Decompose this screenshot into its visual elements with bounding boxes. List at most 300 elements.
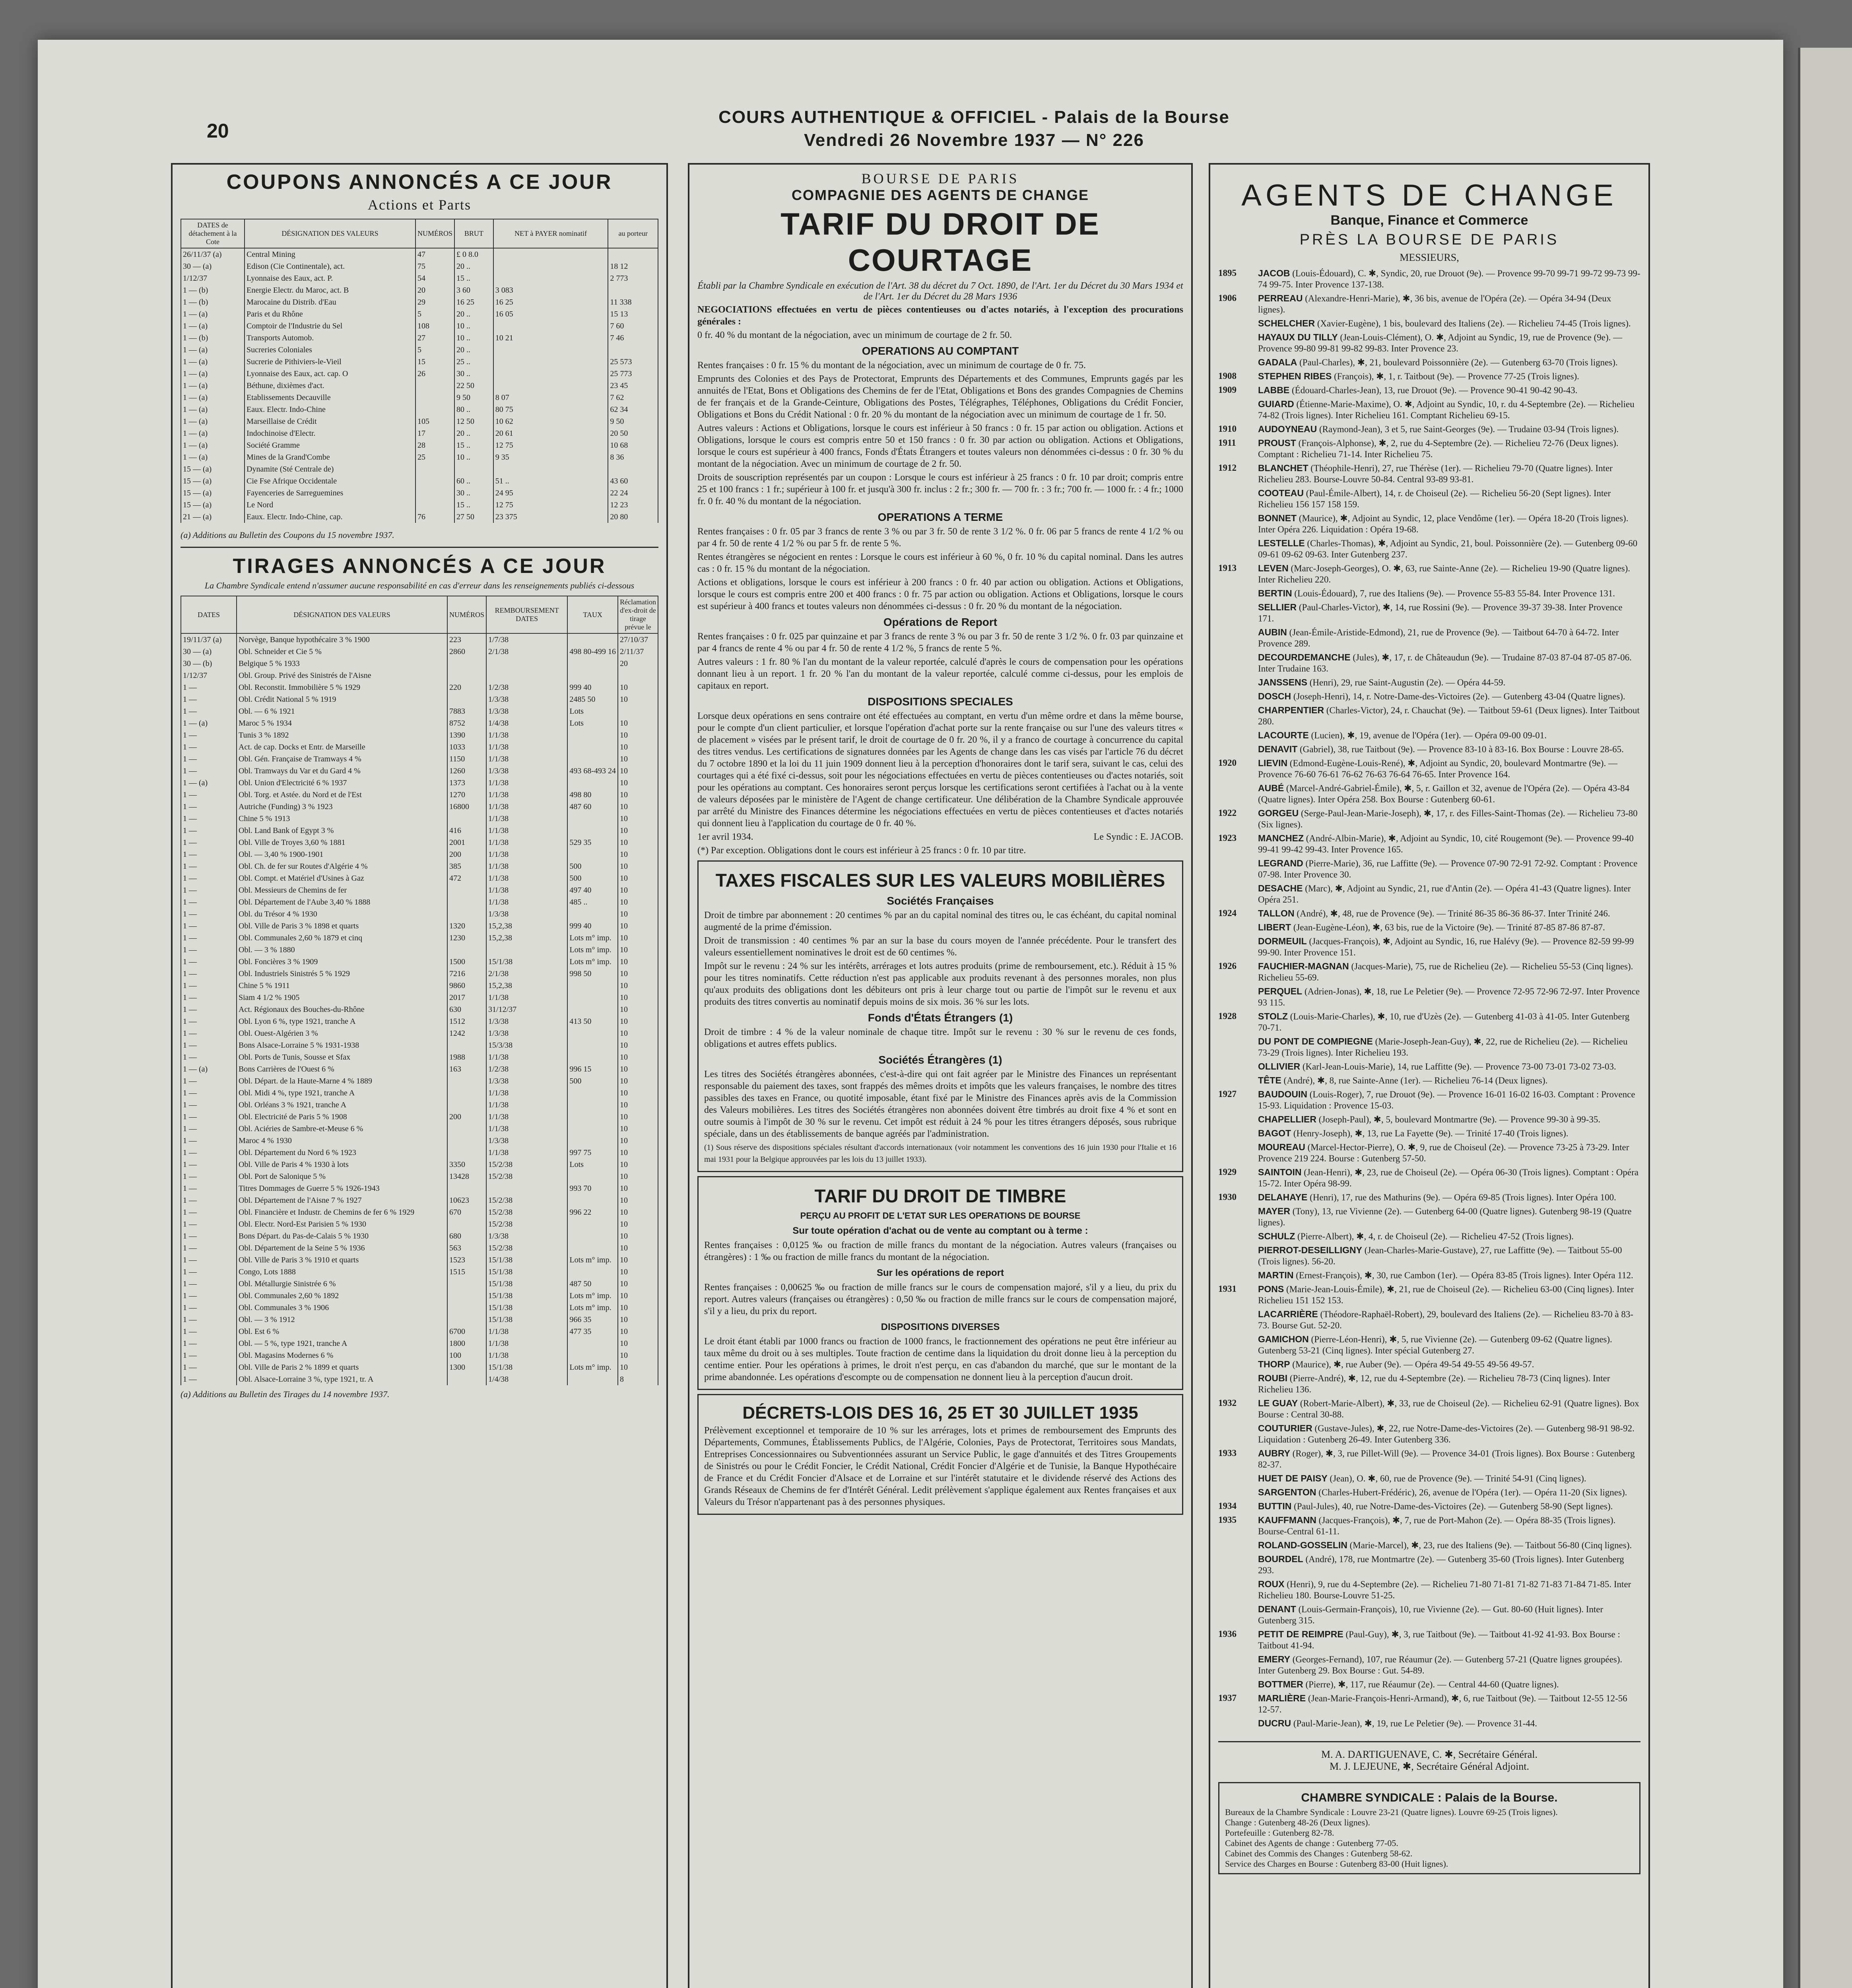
tirage-row <box>181 729 658 741</box>
tirage-row-cell: 2/1/38 <box>486 968 567 980</box>
tirage-row-cell <box>447 896 486 908</box>
tirage-row <box>181 1171 658 1182</box>
tirage-row-cell: 3350 <box>447 1159 486 1171</box>
tirage-row-cell: 1 — <box>181 789 237 801</box>
tirage-row <box>181 1373 658 1385</box>
chambre-line: Service des Charges en Bourse : Gutenberg 83-00 (Huit lignes). <box>1225 1859 1448 1869</box>
coupon-row-cell: 1 — (a) <box>181 404 245 415</box>
agent-entry <box>1218 1604 1640 1626</box>
tirage-row-cell: 10 <box>618 1063 658 1075</box>
agent-entry <box>1218 1359 1640 1370</box>
tirage-row-cell: Obl. Est 6 % <box>237 1326 447 1338</box>
tirage-row-cell: 500 <box>567 1075 618 1087</box>
tirage-row-cell: Obl. Communales 2,60 % 1879 et cinq <box>237 932 447 944</box>
coupon-row-cell: Eaux. Electr. Indo-Chine, cap. <box>245 511 415 523</box>
agent-info: (Marie-Marcel), ✱, 23, rue des Italiens (9e). — Taitbout 56-80 (Cinq lignes). <box>1349 1540 1632 1550</box>
tirage-row-cell: 1/1/38 <box>486 741 567 753</box>
agent-info: (Xavier-Eugène), 1 bis, boulevard des Italiens (2e). — Richelieu 74-45 (Trois lignes). <box>1317 318 1631 328</box>
tirage-row-cell: 477 35 <box>567 1326 618 1338</box>
tirage-row-cell: Obl. Electr. Nord-Est Parisien 5 % 1930 <box>237 1218 447 1230</box>
coupon-row-cell: 5 <box>415 344 454 356</box>
tirage-row-cell: Lots m° imp. <box>567 1254 618 1266</box>
tirage-row-cell: 15,2,38 <box>486 980 567 992</box>
agent-year: 1933 <box>1218 1448 1237 1458</box>
coupon-row-cell: 15 — (a) <box>181 475 245 487</box>
tirage-row <box>181 968 658 980</box>
tirage-row-cell: 498 80 <box>567 789 618 801</box>
agent-name: ROLAND-GOSSELIN <box>1258 1540 1347 1550</box>
tirage-row-cell: Lots <box>567 1159 618 1171</box>
tirage-row <box>181 1194 658 1206</box>
tirage-row <box>181 860 658 872</box>
tirage-row-cell <box>447 1278 486 1290</box>
report-title: Opérations de Report <box>883 616 998 628</box>
tirage-row <box>181 753 658 765</box>
agent-info: (Théophile-Henri), 27, rue Thérèse (1er). — Richelieu 79-70 (Quatre lignes). Inter Richelieu 283. Bourse-Louvre 50-84. Central 93-89 93-81. <box>1258 463 1613 484</box>
tirage-row-cell: 10 <box>618 693 658 705</box>
coupon-row-cell: 108 <box>415 320 454 332</box>
agent-name: MARTIN <box>1258 1270 1294 1280</box>
tirage-row-cell <box>567 658 618 670</box>
agent-entry <box>1218 538 1640 560</box>
coupon-row-cell: 24 95 <box>493 487 608 499</box>
tirage-row-cell: Lots <box>567 705 618 717</box>
tirage-row-cell: Lots m° imp. <box>567 956 618 968</box>
tirage-row-cell: 10 <box>618 1361 658 1373</box>
agent-info: (Lucien), ✱, 19, avenue de l'Opéra (1er). — Opéra 09-00 09-01. <box>1311 730 1547 740</box>
tirage-row-cell: 1515 <box>447 1266 486 1278</box>
tirages-title: TIRAGES ANNONCÉS A CE JOUR <box>233 555 606 578</box>
tirage-row-cell: 1/1/38 <box>486 1099 567 1111</box>
negociations-line: 0 fr. 40 % du montant de la négociation, avec un minimum de courtage de 2 fr. 50. <box>697 330 1012 340</box>
tirage-row-cell: 7883 <box>447 705 486 717</box>
tirage-row-cell: 10623 <box>447 1194 486 1206</box>
coupon-row-cell: 21 — (a) <box>181 511 245 523</box>
tirage-row-cell: 1 — <box>181 932 237 944</box>
tirage-row-cell: 8 <box>618 1373 658 1385</box>
coupon-row-cell: Fayenceries de Sarreguemines <box>245 487 415 499</box>
coupon-row-cell: Marocaine du Distrib. d'Eau <box>245 296 415 308</box>
comptant-text: Rentes françaises : 0 fr. 15 % du montant de la négociation, avec un minimum de courtage de 0 fr. 75. <box>697 360 1086 371</box>
agent-entry <box>1218 293 1640 315</box>
tirage-row-cell: 1 — <box>181 1087 237 1099</box>
coupons-table <box>181 219 658 523</box>
agent-info: (Jacques-François), ✱, Adjoint au Syndic, 16, rue Halévy (9e). — Provence 82-59 99-99 99-90. Inter Provence 151. <box>1258 936 1634 957</box>
coupon-row-cell: 1 — (a) <box>181 344 245 356</box>
coupon-row-cell: 3 083 <box>493 284 608 296</box>
tirage-row-cell: 1 — <box>181 1361 237 1373</box>
coupon-row-cell: Dynamite (Sté Centrale de) <box>245 463 415 475</box>
tirage-row-cell: 529 35 <box>567 837 618 848</box>
agent-entry <box>1218 1718 1640 1729</box>
agent-info: (Henri), 9, rue du 4-Septembre (2e). — Richelieu 71-80 71-81 71-82 71-83 71-84 71-85. Inter Richelieu 180. Bourse-Louvre 51-25. <box>1258 1579 1631 1600</box>
tirage-row-cell <box>486 944 567 956</box>
agent-name: STOLZ <box>1258 1011 1288 1021</box>
agent-info: (Robert-Marie-Albert), ✱, 33, rue de Choiseul (2e). — Richelieu 62-91 (Quatre lignes). Box Bourse : Central 30-88. <box>1258 1398 1639 1419</box>
tirage-row-cell: 10 <box>618 1326 658 1338</box>
coupon-row-cell: 30 .. <box>454 368 493 380</box>
tirage-row <box>181 920 658 932</box>
tirage-row-cell: 223 <box>447 633 486 646</box>
tirage-row-cell: 1320 <box>447 920 486 932</box>
agent-info: (Paul-Marie-Jean), ✱, 19, rue Le Peletier (9e). — Provence 31-44. <box>1293 1718 1538 1728</box>
tirage-row-cell <box>447 813 486 825</box>
coupon-row-cell <box>493 260 608 272</box>
coupon-row-cell: 8 07 <box>493 392 608 404</box>
agent-entry <box>1218 936 1640 958</box>
coupon-row-cell: 20 .. <box>454 308 493 320</box>
tirage-row-cell: 30 — (b) <box>181 658 237 670</box>
tirage-row-cell: 10 <box>618 789 658 801</box>
tirage-row-cell <box>447 693 486 705</box>
agent-name: COOTEAU <box>1258 488 1304 498</box>
tirage-row-cell: Obl. Ville de Troyes 3,60 % 1881 <box>237 837 447 848</box>
agent-entry <box>1218 332 1640 354</box>
coupon-row-cell <box>415 487 454 499</box>
tirage-row-cell <box>567 633 618 646</box>
agent-name: PIERROT-DESEILLIGNY <box>1258 1245 1362 1255</box>
tirage-row-cell: 7216 <box>447 968 486 980</box>
masthead-date: Vendredi 26 Novembre 1937 — N° 226 <box>804 130 1144 150</box>
agent-name: BAUDOUIN <box>1258 1089 1307 1099</box>
tirage-row-cell: 1/1/38 <box>486 753 567 765</box>
agent-info: (Paul-Guy), ✱, 3, rue Taitbout (9e). — Taitbout 41-92 41-93. Box Bourse : Taitbout 41-94. <box>1258 1629 1620 1650</box>
timbre-s1-title: Sur toute opération d'achat ou de vente au comptant ou à terme : <box>792 1225 1088 1236</box>
agent-name: HAYAUX DU TILLY <box>1258 332 1338 342</box>
agent-name: AUBÉ <box>1258 783 1284 793</box>
coupon-row-cell: 20 <box>415 284 454 296</box>
tirages-header: DÉSIGNATION DES VALEURS <box>237 596 447 633</box>
agent-entry <box>1218 1487 1640 1498</box>
tirage-row <box>181 1099 658 1111</box>
agent-info: (Louis-Marie-Charles), ✱, 10, rue d'Uzès (2e). — Gutenberg 41-03 à 41-05. Inter Gutenberg 70-71. <box>1258 1011 1630 1033</box>
courtage-intro: Établi par la Chambre Syndicale en exécution de l'Art. 38 du décret du 7 Oct. 1890, de l'Art. 1er du Décret du 30 Mars 1934 et de l'Art. 1er du Décret du 28 Mars 1936 <box>697 281 1183 302</box>
coupon-row-cell: 1 — (a) <box>181 320 245 332</box>
coupons-body <box>181 248 658 523</box>
agent-name: SARGENTON <box>1258 1487 1316 1497</box>
coupon-row-cell: 27 <box>415 332 454 344</box>
tirage-row-cell: 413 50 <box>567 1015 618 1027</box>
tirage-row-cell: 1 — <box>181 848 237 860</box>
tirage-row-cell <box>447 1182 486 1194</box>
agent-info: (Ernest-François), ✱, 30, rue Cambon (1er). — Opéra 83-85 (Trois lignes). Inter Opéra 112. <box>1296 1270 1633 1280</box>
coupon-row <box>181 380 658 392</box>
coupon-row-cell: 1 — (a) <box>181 308 245 320</box>
agent-info: (Édouard-Charles-Jean), 13, rue Drouot (9e). — Provence 90-41 90-42 90-43. <box>1291 385 1578 395</box>
coupon-row-cell <box>415 475 454 487</box>
agent-info: (Joseph-Paul), ✱, 5, boulevard Montmartre (9e). — Provence 99-30 à 99-35. <box>1318 1114 1601 1124</box>
coupons-header: BRUT <box>454 219 493 248</box>
coupon-row <box>181 511 658 523</box>
tirage-row-cell <box>447 1075 486 1087</box>
right-column <box>1209 163 1650 1988</box>
decrets-text: Prélèvement exceptionnel et temporaire de 10 % sur les arrérages, lots et primes de remboursement des Emprunts des Départements, Communes, Établissements Publics, de l'Algérie, Colonies, Pays de Protectorat, Territoires sous Mandats, Entreprises Concessionnaires ou Subventionnées assurant un Service Public, le gage d'annuités et des Titres Groupements de Sinistrés ou pour le Crédit Foncier, le Crédit National, Crédit Foncier d'Algérie et de Tunisie, la Banque Hypothécaire de France et du Crédit Foncier d'Alsace et de Lorraine et sur l'intérêt statutaire et le dividende réservé des Actions des Grands Réseaux de Chemins de fer d'Intérêt Général. Ledit prélèvement s'applique également aux Rentes françaises et aux Valeurs du Trésor n'appartenant pas à des personnes physiques. <box>704 1425 1176 1507</box>
tirage-row-cell: 1 — <box>181 813 237 825</box>
agent-entry <box>1218 1578 1640 1601</box>
agent-info: (Georges-Fernand), 107, rue Réaumur (2e). — Gutenberg 57-21 (Quatre lignes groupées). Inter Gutenberg 29. Box Bourse : Gut. 54-89. <box>1258 1654 1623 1675</box>
tirage-row-cell <box>486 1182 567 1194</box>
tirage-row-cell: Bons Carrières de l'Ouest 6 % <box>237 1063 447 1075</box>
agent-year: 1895 <box>1218 268 1237 278</box>
divider <box>181 547 658 548</box>
agent-info: (Paul-Jules), 40, rue Notre-Dame-des-Victoires (2e). — Gutenberg 58-90 (Sept lignes). <box>1294 1501 1613 1511</box>
agent-info: (Raymond-Jean), 3 et 5, rue Saint-Georges (9e). — Trudaine 03-94 (Trois lignes). <box>1319 424 1619 434</box>
taxes-text: Droit de timbre par abonnement : 20 centimes % par an du capital nominal des titres ou, le cas échéant, du capital nominal augmenté de la prime d'émission. <box>704 910 1176 932</box>
tirage-row-cell: Obl. — 3 % 1912 <box>237 1314 447 1326</box>
coupon-row-cell: 29 <box>415 296 454 308</box>
tirage-row-cell: 1/3/38 <box>486 1015 567 1027</box>
tirage-row-cell: Obl. Industriels Sinistrés 5 % 1929 <box>237 968 447 980</box>
coupon-row-cell: 1 — (a) <box>181 368 245 380</box>
coupons-header: DÉSIGNATION DES VALEURS <box>245 219 415 248</box>
agent-name: GADALA <box>1258 357 1297 367</box>
tirage-row-cell: Obl. Financière et Industr. de Chemins de fer 6 % 1929 <box>237 1206 447 1218</box>
coupon-row-cell: Etablissements Decauville <box>245 392 415 404</box>
tirage-row-cell: 1 — <box>181 992 237 1004</box>
coupon-row-cell: Marseillaise de Crédit <box>245 415 415 427</box>
tirage-row-cell: 996 22 <box>567 1206 618 1218</box>
coupon-row-cell: 25 .. <box>454 356 493 368</box>
agent-name: LEVEN <box>1258 563 1289 573</box>
tirage-row-cell: Obl. Communales 3 % 1906 <box>237 1302 447 1314</box>
agent-name: AUDOYNEAU <box>1258 424 1317 434</box>
coupon-row-cell: 20 61 <box>493 427 608 439</box>
agent-year: 1913 <box>1218 563 1237 573</box>
courtage-date: 1er avril 1934. <box>697 832 753 842</box>
tirage-row-cell: 10 <box>618 753 658 765</box>
agent-entry <box>1218 808 1640 830</box>
tirage-row-cell: 1 — <box>181 1230 237 1242</box>
tirage-row-cell: 1 — <box>181 896 237 908</box>
bourse-heading: BOURSE DE PARIS <box>861 171 1019 186</box>
tirage-row-cell: 10 <box>618 908 658 920</box>
tirage-row-cell: 220 <box>447 681 486 693</box>
coupon-row-cell: 1 — (a) <box>181 451 245 463</box>
agent-entry <box>1218 318 1640 329</box>
coupon-row-cell: 15 <box>415 356 454 368</box>
tirage-row-cell: 1/1/38 <box>486 860 567 872</box>
coupon-row-cell: 16 05 <box>493 308 608 320</box>
tirage-row-cell <box>447 1087 486 1099</box>
tirage-row <box>181 765 658 777</box>
tirage-row-cell: 680 <box>447 1230 486 1242</box>
tirage-row-cell: 1 — <box>181 1266 237 1278</box>
tirage-row-cell: 1260 <box>447 765 486 777</box>
tirage-row-cell: 10 <box>618 1349 658 1361</box>
terme-text: Rentes étrangères se négocient en rentes : Lorsque le cours est inférieur à 60 %, 0 fr. 10 % du capital nominal. Dans les autres cas : 0 fr. 15 % du montant de la négociation. <box>697 552 1183 574</box>
coupons-header: NUMÉROS <box>415 219 454 248</box>
agent-name: HUET DE PAISY <box>1258 1473 1328 1483</box>
agent-entry <box>1218 1654 1640 1676</box>
coupon-row-cell: 15 .. <box>454 439 493 451</box>
coupons-header: au porteur <box>608 219 658 248</box>
agent-entry <box>1218 1270 1640 1281</box>
tirage-row-cell: 1/3/38 <box>486 693 567 705</box>
coupon-row-cell: 7 62 <box>608 392 658 404</box>
tirage-row-cell: 10 <box>618 944 658 956</box>
tirage-row-cell: 27/10/37 <box>618 633 658 646</box>
agent-info: (Henri), 17, rue des Mathurins (9e). — Opéra 69-85 (Trois lignes). Inter Opéra 100. <box>1310 1192 1616 1202</box>
agent-name: ROUBI <box>1258 1373 1288 1383</box>
terme-text: Rentes françaises : 0 fr. 05 par 3 francs de rente 3 % ou par 3 fr. 50 de rente 3 1/2 %. 0 fr. 06 par 5 francs de rente 4 1/2 % ou par 4 fr. 50 de rente 4 1/2 % ou par 5 fr. de rente 5 %. <box>697 526 1183 549</box>
agent-entry <box>1218 1629 1640 1651</box>
tirage-row <box>181 825 658 837</box>
tirage-row-cell: Obl. Ville de Paris 3 % 1910 et quarts <box>237 1254 447 1266</box>
tirage-row-cell: 1 — <box>181 1302 237 1314</box>
tirage-row-cell: 1/1/38 <box>486 1338 567 1349</box>
tirage-row-cell: 1 — <box>181 1171 237 1182</box>
tirage-row-cell: Obl. — 3,40 % 1900-1901 <box>237 848 447 860</box>
coupon-row-cell: 20 80 <box>608 511 658 523</box>
tirage-row-cell: 16800 <box>447 801 486 813</box>
tirages-body <box>181 633 658 1385</box>
agent-name: MARLIÈRE <box>1258 1693 1306 1703</box>
coupon-row-cell: 12 75 <box>493 499 608 511</box>
tirage-row-cell: Obl. Foncières 3 % 1909 <box>237 956 447 968</box>
tirage-row-cell <box>567 1171 618 1182</box>
tirage-row-cell: Obl. Lyon 6 %, type 1921, tranche A <box>237 1015 447 1027</box>
fonds-etats-title: Fonds d'États Étrangers (1) <box>868 1011 1013 1024</box>
tirage-row-cell: 19/11/37 (a) <box>181 633 237 646</box>
coupon-row-cell: 1 — (a) <box>181 415 245 427</box>
agents-messieurs: MESSIEURS, <box>1400 252 1459 263</box>
taxes-text: Impôt sur le revenu : 24 % sur les intérêts, arrérages et lots autres produits (prime de remboursement, etc.). Réduit à 15 % pour les titres nominatifs. Cette réduction n'est pas applicable aux produits revenant à des personnes morales, non plus qu'aux produits des obligations dont les débiteurs ont pris à leur charge tout ou partie de l'impôt sur le revenu et aux produits des titres convertis au nominatif depuis moins de six mois. 36 % sur les lots. <box>704 961 1176 1007</box>
tirage-row-cell: 2001 <box>447 837 486 848</box>
tirage-row-cell: Obl. Département du Nord 6 % 1923 <box>237 1147 447 1159</box>
tirage-row-cell: 500 <box>567 872 618 884</box>
agent-year: 1932 <box>1218 1398 1237 1408</box>
timbre-text: Rentes françaises : 0,0125 ‰ ou fraction de mille francs du montant de la négociation. Autres valeurs (françaises ou étrangères) : 1 ‰ ou fraction de mille francs du montant de la négociation. <box>704 1240 1176 1262</box>
coupon-row-cell: 1 — (a) <box>181 392 245 404</box>
agent-entry <box>1218 1089 1640 1111</box>
agent-info: (Étienne-Marie-Maxime), O. ✱, Adjoint au Syndic, 10, r. du 4-Septembre (2e). — Richelieu 74-82 (Trois lignes). Inter Richelieu 161. Comptant Richelieu 69-15. <box>1258 399 1635 420</box>
agent-name: DU PONT DE COMPIEGNE <box>1258 1036 1373 1046</box>
agent-name: PERQUEL <box>1258 986 1303 996</box>
tirage-row-cell: 15/1/38 <box>486 1302 567 1314</box>
comptant-text: Droits de souscription représentés par un coupon : Lorsque le cours est inférieur à 25 francs : 0 fr. 10 par droit; compris entre 25 et 100 francs : 1 fr.; supérieur à 100 fr. et jusqu'à 300 fr. inclus : 2 fr.; 300 fr. — 700 fr. : 3 fr.; 700 fr. — 1000 fr. : 4 fr.; 1000 fr. 0 fr. 40 % du montant de la négociation. <box>697 472 1183 507</box>
agent-entry <box>1218 858 1640 880</box>
tirage-row-cell: 1242 <box>447 1027 486 1039</box>
agent-name: SCHULZ <box>1258 1231 1295 1241</box>
agent-name: LE GUAY <box>1258 1398 1298 1408</box>
tirage-row-cell: 15/2/38 <box>486 1242 567 1254</box>
tirage-row-cell: Obl. Alsace-Lorraine 3 %, type 1921, tr. A <box>237 1373 447 1385</box>
tirage-row-cell: 10 <box>618 1159 658 1171</box>
timbre-s3-title: DISPOSITIONS DIVERSES <box>881 1322 1000 1332</box>
agent-year: 1924 <box>1218 908 1237 918</box>
tirage-row-cell: 1/3/38 <box>486 1075 567 1087</box>
comptant-text: Emprunts des Colonies et des Pays de Protectorat, Emprunts des Départements et des Communes, Emprunts gagés par les annuités de l'Etat, Bons et Obligations des Chemins de fer de l'Etat, Obligations et Bons des grandes Compagnies de Chemins de fer français et de la Grande-Ceinture, Obligations des Postes, Télégraphes, Téléphones, Obligations du Crédit Foncier, Obligations et Bons du Crédit National : 0 fr. 20 % du montant de la négociation avec un minimum de courtage de 1 fr. 50. <box>697 374 1183 420</box>
tirage-row <box>181 717 658 729</box>
coupon-row-cell <box>608 248 658 260</box>
coupon-row-cell: 2 773 <box>608 272 658 284</box>
tirage-row-cell: 997 75 <box>567 1147 618 1159</box>
tirage-row-cell: 10 <box>618 872 658 884</box>
tirage-row <box>181 705 658 717</box>
agent-year: 1912 <box>1218 463 1237 473</box>
coupon-row-cell: Energie Electr. du Maroc, act. B <box>245 284 415 296</box>
tirage-row-cell: Obl. Group. Privé des Sinistrés de l'Aisne <box>237 670 447 681</box>
tirage-row-cell: Act. Régionaux des Bouches-du-Rhône <box>237 1004 447 1015</box>
tirage-row-cell: 15/2/38 <box>486 1218 567 1230</box>
coupon-row-cell: 30 — (a) <box>181 260 245 272</box>
coupon-row-cell: 1 — (a) <box>181 380 245 392</box>
agent-entry <box>1218 1334 1640 1356</box>
tirage-row-cell: 1270 <box>447 789 486 801</box>
agent-name: MANCHEZ <box>1258 833 1304 843</box>
tirage-row-cell: 10 <box>618 1302 658 1314</box>
tirage-row-cell <box>447 658 486 670</box>
agent-info: (Louis-Germain-François), 10, rue Vivienne (2e). — Gut. 80-60 (Huit lignes). Inter Gutenberg 315. <box>1258 1604 1604 1625</box>
tirage-row-cell: Obl. Union d'Electricité 6 % 1937 <box>237 777 447 789</box>
coupon-row <box>181 356 658 368</box>
tirage-row-cell <box>447 1314 486 1326</box>
tirage-row-cell: 10 <box>618 1135 658 1147</box>
tirage-row-cell: 15/1/38 <box>486 1278 567 1290</box>
tirage-row-cell: Obl. — 3 % 1880 <box>237 944 447 956</box>
tirage-row-cell: 1/1/38 <box>486 729 567 741</box>
coupon-row-cell <box>454 463 493 475</box>
agent-info: (Charles-Victor), 24, r. Chauchat (9e). — Taitbout 59-61 (Deux lignes). Inter Taitbout 280. <box>1258 705 1640 726</box>
agent-name: AUBRY <box>1258 1448 1290 1458</box>
tirage-row-cell: 10 <box>618 1290 658 1302</box>
coupon-row-cell: 15 .. <box>454 499 493 511</box>
tirage-row-cell: 10 <box>618 1338 658 1349</box>
tirage-row <box>181 1349 658 1361</box>
tirage-row-cell: 15/1/38 <box>486 1254 567 1266</box>
tirage-row-cell: 10 <box>618 1039 658 1051</box>
tirage-row-cell: Obl. Ouest-Algérien 3 % <box>237 1027 447 1039</box>
coupon-row-cell: 9 35 <box>493 451 608 463</box>
decrets-box <box>697 1394 1183 1515</box>
agent-year: 1920 <box>1218 758 1237 768</box>
agent-name: MAYER <box>1258 1206 1290 1216</box>
tirage-row-cell <box>447 1302 486 1314</box>
tirage-row-cell: 9860 <box>447 980 486 992</box>
masthead <box>636 107 1312 150</box>
dispositions-title: DISPOSITIONS SPECIALES <box>868 695 1013 708</box>
tirage-row-cell: 1 — <box>181 729 237 741</box>
tirage-row-cell <box>567 848 618 860</box>
tirage-row-cell <box>447 884 486 896</box>
tirage-row-cell <box>567 729 618 741</box>
agent-info: (Pierre-Albert), ✱, 4, r. de Choiseul (2e). — Richelieu 47-52 (Trois lignes). <box>1297 1231 1574 1241</box>
tirage-row-cell: 1 — <box>181 753 237 765</box>
agent-name: EMERY <box>1258 1654 1290 1664</box>
tirage-row-cell: 1300 <box>447 1361 486 1373</box>
tirage-row <box>181 1278 658 1290</box>
tirage-row-cell: 10 <box>618 884 658 896</box>
coupon-row-cell: 15 — (a) <box>181 463 245 475</box>
agent-name: CHAPELLIER <box>1258 1114 1316 1124</box>
agent-year: 1908 <box>1218 371 1237 381</box>
tirage-row <box>181 658 658 670</box>
agent-entry <box>1218 1011 1640 1033</box>
coupon-row <box>181 272 658 284</box>
tirage-row <box>181 1015 658 1027</box>
coupon-row-cell: 25 773 <box>608 368 658 380</box>
tirage-row-cell <box>447 1218 486 1230</box>
coupon-row-cell: Indochinoise d'Electr. <box>245 427 415 439</box>
chambre-title: CHAMBRE SYNDICALE : Palais de la Bourse. <box>1301 1791 1558 1804</box>
coupon-row-cell: Comptoir de l'Industrie du Sel <box>245 320 415 332</box>
agent-info: (Jacques-François), ✱, 7, rue de Port-Mahon (2e). — Opéra 88-35 (Trois lignes). Bourse-Central 61-11. <box>1258 1515 1616 1536</box>
comptant-title: OPERATIONS AU COMPTANT <box>862 345 1019 357</box>
coupon-row <box>181 332 658 344</box>
agent-info: (Roger), ✱, 3, rue Pillet-Will (9e). — Provence 34-01 (Trois lignes). Box Bourse : Gutenberg 82-37. <box>1258 1448 1635 1470</box>
coupon-row <box>181 260 658 272</box>
agent-entry <box>1218 1167 1640 1189</box>
